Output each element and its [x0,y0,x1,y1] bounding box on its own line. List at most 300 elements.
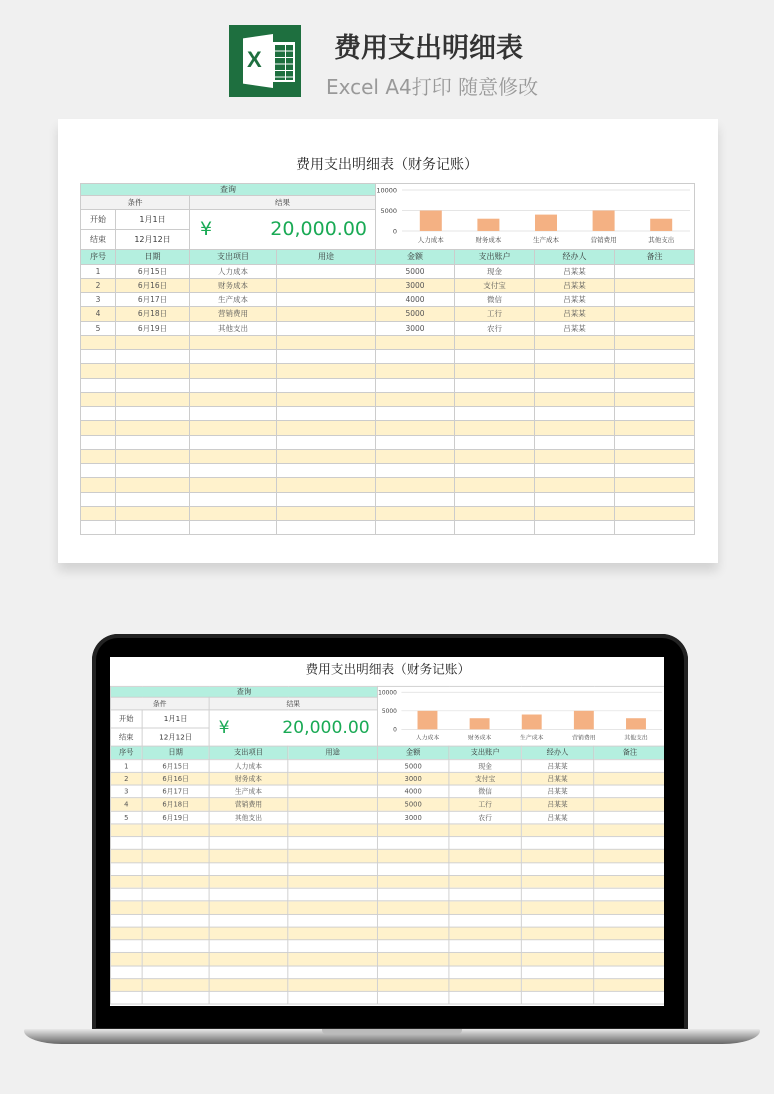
cell-handler[interactable] [535,478,615,492]
cell-purpose[interactable] [277,335,376,349]
cell-item[interactable] [209,940,288,953]
cell-item[interactable] [209,978,288,991]
cell-handler[interactable] [535,492,615,506]
cell-date[interactable] [116,378,190,392]
cell-seq[interactable]: 4 [81,307,116,321]
cell-item[interactable] [209,953,288,966]
cell-account[interactable] [449,914,521,927]
cell-amount[interactable] [377,914,448,927]
cell-amount[interactable] [376,364,455,378]
cell-purpose[interactable] [288,991,378,1004]
cell-note[interactable] [594,772,664,785]
cell-amount[interactable]: 5000 [377,798,448,811]
cell-item[interactable] [190,464,277,478]
cell-note[interactable] [615,435,695,449]
cell-purpose[interactable] [288,978,378,991]
cell-account[interactable] [449,966,521,979]
cell-amount[interactable] [376,521,455,535]
cell-purpose[interactable] [288,849,378,862]
cell-handler[interactable] [521,927,593,940]
cell-handler[interactable] [535,335,615,349]
cell-account[interactable] [455,492,535,506]
cell-date[interactable] [142,875,209,888]
cell-account[interactable] [449,978,521,991]
cell-purpose[interactable] [288,811,378,824]
cell-note[interactable] [594,991,664,1004]
cell-amount[interactable]: 3000 [377,811,448,824]
cell-account[interactable] [449,824,521,837]
cell-note[interactable] [594,966,664,979]
cell-account[interactable]: 农行 [449,811,521,824]
cell-amount[interactable]: 5000 [377,759,448,772]
cell-item[interactable] [209,888,288,901]
cell-date[interactable] [116,464,190,478]
cell-purpose[interactable] [288,901,378,914]
cell-purpose[interactable] [277,364,376,378]
cell-handler[interactable]: 吕某某 [535,278,615,292]
cell-handler[interactable] [521,875,593,888]
cell-date[interactable] [142,901,209,914]
cell-purpose[interactable] [277,435,376,449]
cell-item[interactable] [190,521,277,535]
cell-date[interactable]: 6月19日 [116,321,190,335]
cell-note[interactable] [594,811,664,824]
cell-amount[interactable]: 4000 [377,785,448,798]
cell-handler[interactable] [521,849,593,862]
cell-handler[interactable] [535,449,615,463]
cell-purpose[interactable] [277,264,376,278]
cell-note[interactable] [594,862,664,875]
cell-account[interactable]: 现金 [449,759,521,772]
start-date-cell[interactable]: 1月1日 [142,710,209,728]
cell-date[interactable] [142,862,209,875]
cell-account[interactable] [449,927,521,940]
cell-seq[interactable] [110,837,142,850]
cell-account[interactable]: 工行 [449,798,521,811]
start-date-cell[interactable]: 1月1日 [116,210,190,230]
cell-item[interactable]: 其他支出 [209,811,288,824]
cell-purpose[interactable] [288,772,378,785]
cell-account[interactable]: 支付宝 [449,772,521,785]
cell-date[interactable] [116,435,190,449]
cell-item[interactable] [209,875,288,888]
cell-note[interactable] [594,837,664,850]
cell-note[interactable] [594,914,664,927]
cell-amount[interactable] [377,953,448,966]
cell-amount[interactable]: 3000 [376,278,455,292]
cell-handler[interactable] [535,435,615,449]
cell-purpose[interactable] [277,278,376,292]
cell-item[interactable]: 营销费用 [190,307,277,321]
cell-account[interactable] [455,464,535,478]
cell-handler[interactable]: 吕某某 [521,759,593,772]
cell-item[interactable]: 生产成本 [209,785,288,798]
cell-account[interactable]: 农行 [455,321,535,335]
cell-note[interactable] [615,321,695,335]
cell-amount[interactable] [377,927,448,940]
cell-date[interactable]: 6月18日 [142,798,209,811]
cell-amount[interactable] [377,966,448,979]
cell-item[interactable] [209,901,288,914]
cell-handler[interactable] [535,350,615,364]
cell-item[interactable]: 生产成本 [190,293,277,307]
cell-item[interactable] [209,914,288,927]
cell-note[interactable] [615,392,695,406]
cell-note[interactable] [615,264,695,278]
cell-seq[interactable] [110,978,142,991]
cell-handler[interactable] [521,862,593,875]
cell-date[interactable] [116,421,190,435]
cell-item[interactable] [190,335,277,349]
cell-purpose[interactable] [277,464,376,478]
cell-note[interactable] [594,875,664,888]
cell-item[interactable]: 人力成本 [190,264,277,278]
cell-date[interactable] [142,940,209,953]
cell-account[interactable] [455,435,535,449]
cell-amount[interactable] [376,350,455,364]
cell-item[interactable] [190,392,277,406]
cell-purpose[interactable] [277,449,376,463]
cell-handler[interactable] [521,824,593,837]
cell-amount[interactable]: 4000 [376,293,455,307]
cell-handler[interactable] [535,421,615,435]
cell-item[interactable] [209,991,288,1004]
cell-account[interactable] [455,364,535,378]
cell-amount[interactable]: 5000 [376,264,455,278]
cell-account[interactable]: 工行 [455,307,535,321]
cell-seq[interactable] [81,506,116,520]
cell-date[interactable] [142,849,209,862]
cell-purpose[interactable] [288,824,378,837]
cell-seq[interactable] [81,478,116,492]
cell-purpose[interactable] [288,914,378,927]
cell-seq[interactable] [81,449,116,463]
cell-handler[interactable]: 吕某某 [535,307,615,321]
cell-amount[interactable] [376,478,455,492]
cell-amount[interactable] [377,978,448,991]
cell-seq[interactable]: 5 [110,811,142,824]
cell-purpose[interactable] [288,785,378,798]
cell-item[interactable] [209,927,288,940]
cell-seq[interactable]: 2 [81,278,116,292]
cell-seq[interactable] [81,392,116,406]
cell-seq[interactable] [81,335,116,349]
cell-handler[interactable] [535,521,615,535]
cell-item[interactable] [209,849,288,862]
cell-note[interactable] [594,901,664,914]
cell-account[interactable] [449,837,521,850]
cell-item[interactable] [209,837,288,850]
cell-note[interactable] [594,927,664,940]
cell-seq[interactable] [81,378,116,392]
cell-item[interactable]: 财务成本 [209,772,288,785]
cell-account[interactable] [449,862,521,875]
cell-amount[interactable] [377,837,448,850]
cell-account[interactable] [449,953,521,966]
cell-account[interactable] [449,940,521,953]
cell-date[interactable] [142,837,209,850]
cell-date[interactable] [142,824,209,837]
cell-amount[interactable]: 3000 [376,321,455,335]
cell-note[interactable] [615,378,695,392]
cell-note[interactable] [594,953,664,966]
cell-handler[interactable] [521,914,593,927]
cell-account[interactable]: 微信 [449,785,521,798]
cell-item[interactable]: 营销费用 [209,798,288,811]
cell-note[interactable] [615,293,695,307]
cell-purpose[interactable] [277,492,376,506]
cell-account[interactable] [455,478,535,492]
cell-handler[interactable] [535,392,615,406]
cell-amount[interactable] [376,407,455,421]
cell-item[interactable] [190,378,277,392]
cell-date[interactable] [142,914,209,927]
cell-item[interactable] [209,824,288,837]
cell-item[interactable] [190,449,277,463]
cell-date[interactable] [142,927,209,940]
cell-handler[interactable]: 吕某某 [521,798,593,811]
cell-date[interactable] [142,978,209,991]
cell-seq[interactable] [81,464,116,478]
cell-account[interactable] [449,901,521,914]
cell-account[interactable] [449,875,521,888]
cell-handler[interactable] [535,364,615,378]
cell-item[interactable]: 其他支出 [190,321,277,335]
cell-item[interactable] [190,364,277,378]
cell-account[interactable]: 现金 [455,264,535,278]
cell-date[interactable] [142,966,209,979]
cell-seq[interactable] [110,991,142,1004]
cell-purpose[interactable] [288,927,378,940]
cell-note[interactable] [615,464,695,478]
cell-account[interactable] [449,849,521,862]
cell-seq[interactable] [110,901,142,914]
cell-amount[interactable]: 3000 [377,772,448,785]
end-date-cell[interactable]: 12月12日 [116,230,190,250]
cell-seq[interactable] [81,521,116,535]
cell-note[interactable] [615,364,695,378]
cell-handler[interactable] [521,837,593,850]
cell-account[interactable] [449,888,521,901]
cell-seq[interactable]: 1 [110,759,142,772]
cell-handler[interactable]: 吕某某 [535,264,615,278]
cell-date[interactable]: 6月17日 [116,293,190,307]
cell-item[interactable] [190,435,277,449]
cell-handler[interactable]: 吕某某 [535,321,615,335]
cell-date[interactable] [142,953,209,966]
cell-seq[interactable] [81,350,116,364]
cell-seq[interactable] [110,914,142,927]
cell-account[interactable]: 支付宝 [455,278,535,292]
cell-account[interactable] [455,392,535,406]
cell-note[interactable] [594,798,664,811]
cell-amount[interactable] [376,464,455,478]
cell-date[interactable] [116,407,190,421]
cell-note[interactable] [615,421,695,435]
cell-purpose[interactable] [288,966,378,979]
cell-purpose[interactable] [277,478,376,492]
cell-purpose[interactable] [288,798,378,811]
cell-purpose[interactable] [288,875,378,888]
cell-amount[interactable] [376,492,455,506]
cell-handler[interactable] [535,464,615,478]
cell-seq[interactable]: 5 [81,321,116,335]
cell-note[interactable] [615,278,695,292]
cell-account[interactable] [449,991,521,1004]
cell-seq[interactable] [110,824,142,837]
cell-amount[interactable] [376,449,455,463]
cell-item[interactable] [190,407,277,421]
cell-note[interactable] [594,785,664,798]
cell-note[interactable] [615,449,695,463]
cell-amount[interactable] [376,378,455,392]
cell-purpose[interactable] [277,392,376,406]
cell-item[interactable] [190,350,277,364]
cell-item[interactable] [209,966,288,979]
cell-purpose[interactable] [277,506,376,520]
cell-amount[interactable]: 5000 [376,307,455,321]
cell-seq[interactable]: 2 [110,772,142,785]
cell-purpose[interactable] [277,321,376,335]
cell-account[interactable] [455,421,535,435]
cell-date[interactable] [116,492,190,506]
cell-note[interactable] [594,824,664,837]
cell-seq[interactable] [110,849,142,862]
cell-item[interactable] [190,506,277,520]
cell-date[interactable] [142,888,209,901]
cell-handler[interactable] [521,940,593,953]
cell-handler[interactable] [535,407,615,421]
cell-note[interactable] [615,335,695,349]
cell-note[interactable] [615,506,695,520]
cell-handler[interactable] [521,888,593,901]
cell-handler[interactable] [521,991,593,1004]
cell-account[interactable]: 微信 [455,293,535,307]
cell-seq[interactable]: 3 [81,293,116,307]
cell-date[interactable] [142,991,209,1004]
cell-handler[interactable]: 吕某某 [535,293,615,307]
cell-amount[interactable] [377,940,448,953]
cell-amount[interactable] [377,991,448,1004]
cell-seq[interactable]: 3 [110,785,142,798]
cell-item[interactable]: 财务成本 [190,278,277,292]
cell-purpose[interactable] [277,293,376,307]
cell-handler[interactable] [535,378,615,392]
cell-date[interactable] [116,478,190,492]
cell-amount[interactable] [376,506,455,520]
cell-seq[interactable] [81,421,116,435]
cell-account[interactable] [455,449,535,463]
cell-account[interactable] [455,506,535,520]
cell-seq[interactable] [110,940,142,953]
cell-handler[interactable] [521,966,593,979]
cell-item[interactable] [190,478,277,492]
cell-handler[interactable] [521,953,593,966]
cell-seq[interactable] [81,435,116,449]
cell-seq[interactable]: 1 [81,264,116,278]
end-date-cell[interactable]: 12月12日 [142,728,209,746]
cell-seq[interactable] [110,862,142,875]
cell-seq[interactable] [110,875,142,888]
cell-account[interactable] [455,407,535,421]
cell-amount[interactable] [376,421,455,435]
cell-purpose[interactable] [277,407,376,421]
cell-item[interactable] [190,421,277,435]
cell-note[interactable] [594,940,664,953]
cell-purpose[interactable] [277,378,376,392]
cell-amount[interactable] [377,824,448,837]
cell-date[interactable]: 6月19日 [142,811,209,824]
cell-item[interactable]: 人力成本 [209,759,288,772]
cell-handler[interactable]: 吕某某 [521,785,593,798]
cell-purpose[interactable] [277,421,376,435]
cell-note[interactable] [594,888,664,901]
cell-purpose[interactable] [288,862,378,875]
cell-purpose[interactable] [288,888,378,901]
cell-handler[interactable]: 吕某某 [521,772,593,785]
cell-seq[interactable] [81,492,116,506]
cell-purpose[interactable] [288,759,378,772]
cell-handler[interactable] [521,901,593,914]
cell-note[interactable] [615,478,695,492]
cell-purpose[interactable] [277,521,376,535]
cell-amount[interactable] [377,875,448,888]
cell-account[interactable] [455,521,535,535]
cell-date[interactable] [116,521,190,535]
cell-amount[interactable] [376,335,455,349]
cell-seq[interactable] [110,953,142,966]
cell-item[interactable] [190,492,277,506]
cell-date[interactable] [116,506,190,520]
cell-account[interactable] [455,335,535,349]
cell-purpose[interactable] [288,953,378,966]
cell-handler[interactable]: 吕某某 [521,811,593,824]
cell-date[interactable]: 6月15日 [116,264,190,278]
cell-note[interactable] [594,978,664,991]
cell-purpose[interactable] [277,350,376,364]
cell-amount[interactable] [377,849,448,862]
cell-seq[interactable] [110,927,142,940]
cell-account[interactable] [455,350,535,364]
cell-seq[interactable] [110,888,142,901]
cell-seq[interactable] [81,407,116,421]
cell-date[interactable]: 6月18日 [116,307,190,321]
cell-seq[interactable] [81,364,116,378]
cell-date[interactable]: 6月15日 [142,759,209,772]
cell-handler[interactable] [535,506,615,520]
cell-seq[interactable]: 4 [110,798,142,811]
cell-date[interactable] [116,350,190,364]
cell-date[interactable]: 6月16日 [116,278,190,292]
cell-date[interactable] [116,364,190,378]
cell-date[interactable]: 6月17日 [142,785,209,798]
cell-note[interactable] [615,307,695,321]
cell-account[interactable] [455,378,535,392]
cell-date[interactable]: 6月16日 [142,772,209,785]
cell-amount[interactable] [377,901,448,914]
cell-note[interactable] [594,759,664,772]
cell-note[interactable] [615,350,695,364]
cell-amount[interactable] [376,392,455,406]
cell-date[interactable] [116,392,190,406]
cell-seq[interactable] [110,966,142,979]
cell-note[interactable] [615,521,695,535]
cell-note[interactable] [615,407,695,421]
cell-note[interactable] [594,849,664,862]
cell-amount[interactable] [377,888,448,901]
cell-date[interactable] [116,335,190,349]
cell-amount[interactable] [377,862,448,875]
